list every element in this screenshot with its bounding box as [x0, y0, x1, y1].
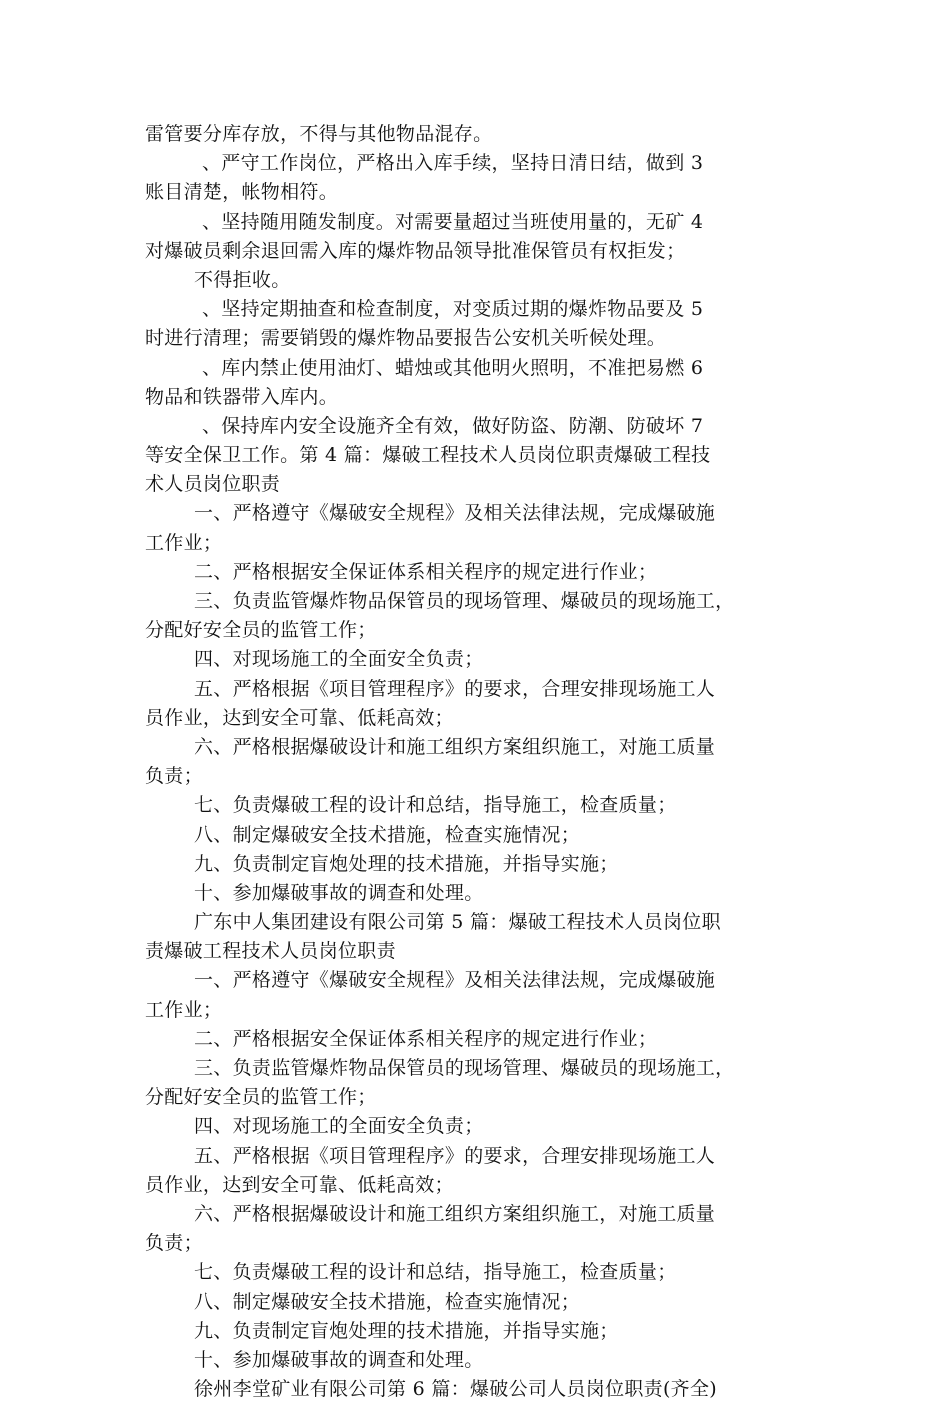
text-line: 二、严格根据安全保证体系相关程序的规定进行作业； — [194, 1027, 658, 1050]
text-line: 二、严格根据安全保证体系相关程序的规定进行作业； — [194, 560, 658, 583]
text-line: 徐州李堂矿业有限公司第 6 篇：爆破公司人员岗位职责(齐全) — [194, 1378, 717, 1401]
text-line: 账目清楚，帐物相符。 — [145, 181, 339, 204]
text-line: 八、制定爆破安全技术措施，检查实施情况； — [194, 823, 581, 846]
text-line: 八、制定爆破安全技术措施，检查实施情况； — [194, 1290, 581, 1313]
text-line: 时进行清理；需要销毁的爆炸物品要报告公安机关听候处理。 — [145, 327, 667, 350]
text-line: 七、负责爆破工程的设计和总结，指导施工，检查质量； — [194, 1261, 677, 1284]
text-line: 十、参加爆破事故的调查和处理。 — [194, 1348, 484, 1371]
text-line: 不得拒收。 — [194, 268, 291, 291]
text-line: 工作业； — [145, 531, 223, 554]
text-line: 术人员岗位职责 — [145, 473, 281, 496]
text-line: 、严守工作岗位，严格出入库手续，坚持日清日结，做到 3 — [202, 152, 704, 175]
text-line: 三、负责监管爆炸物品保管员的现场管理、爆破员的现场施工， — [194, 1057, 735, 1079]
document-body — [145, 120, 825, 1404]
text-line: 负责； — [145, 1232, 203, 1255]
text-line: 、坚持定期抽查和检查制度，对变质过期的爆炸物品要及 5 — [202, 298, 704, 321]
text-line: 员作业，达到安全可靠、低耗高效； — [145, 706, 454, 729]
text-line: 广东中人集团建设有限公司第 5 篇：爆破工程技术人员岗位职 — [194, 911, 721, 934]
text-line: 工作业； — [145, 998, 223, 1021]
text-line: 五、严格根据《项目管理程序》的要求，合理安排现场施工人 — [194, 677, 716, 700]
text-line: 四、对现场施工的全面安全负责； — [194, 1115, 484, 1138]
text-line: 一、严格遵守《爆破安全规程》及相关法律法规，完成爆破施 — [194, 502, 716, 525]
text-line: 五、严格根据《项目管理程序》的要求，合理安排现场施工人 — [194, 1144, 716, 1167]
text-line: 九、负责制定盲炮处理的技术措施，并指导实施； — [194, 1319, 619, 1342]
text-line: 负责； — [145, 765, 203, 788]
text-line: 九、负责制定盲炮处理的技术措施，并指导实施； — [194, 852, 619, 875]
text-line: 对爆破员剩余退回需入库的爆炸物品领导批准保管员有权拒发； — [145, 239, 686, 262]
text-line: 分配好安全员的监管工作； — [145, 619, 377, 642]
text-line: 物品和铁器带入库内。 — [145, 385, 339, 408]
text-line: 责爆破工程技术人员岗位职责 — [145, 940, 396, 963]
text-line: 雷管要分库存放，不得与其他物品混存。 — [145, 123, 493, 145]
text-line: 四、对现场施工的全面安全负责； — [194, 648, 484, 671]
text-line: 一、严格遵守《爆破安全规程》及相关法律法规，完成爆破施 — [194, 969, 716, 992]
text-line: 员作业，达到安全可靠、低耗高效； — [145, 1173, 454, 1196]
text-line: 十、参加爆破事故的调查和处理。 — [194, 881, 484, 904]
text-line: 分配好安全员的监管工作； — [145, 1086, 377, 1109]
text-line: 三、负责监管爆炸物品保管员的现场管理、爆破员的现场施工， — [194, 590, 735, 612]
text-line: 六、严格根据爆破设计和施工组织方案组织施工，对施工质量 — [194, 735, 716, 758]
text-line: 、坚持随用随发制度。对需要量超过当班使用量的，无矿 4 — [202, 210, 704, 233]
text-line: 、库内禁止使用油灯、蜡烛或其他明火照明，不准把易燃 6 — [202, 356, 704, 379]
text-line: 、保持库内安全设施齐全有效，做好防盗、防潮、防破坏 7 — [202, 414, 704, 437]
text-line: 等安全保卫工作。第 4 篇：爆破工程技术人员岗位职责爆破工程技 — [145, 444, 711, 467]
text-line: 六、严格根据爆破设计和施工组织方案组织施工，对施工质量 — [194, 1202, 716, 1225]
text-line: 七、负责爆破工程的设计和总结，指导施工，检查质量； — [194, 794, 677, 817]
